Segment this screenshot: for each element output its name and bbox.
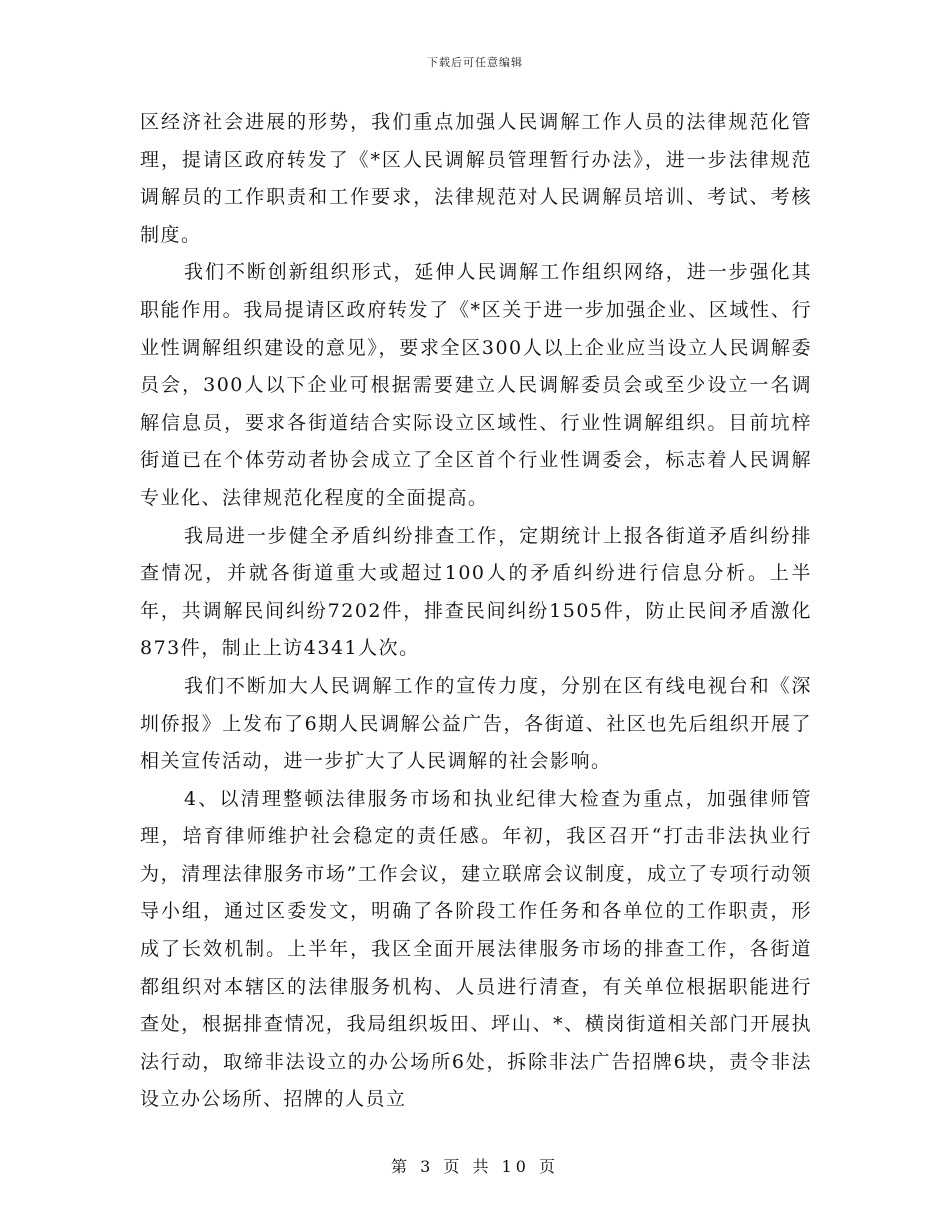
page-footer: 第 3 页 共 10 页 bbox=[391, 1157, 559, 1176]
document-body bbox=[140, 104, 812, 1119]
paragraph-organization: 我们不断创新组织形式，延伸人民调解工作组织网络，进一步强化其职能作用。我局提请区政府转发了《*区关于进一步加强企业、区域性、行业性调解组织建设的意见》，要求全区300人以上企业应当设立人民调解委员会，300人以下企业可根据需要建立人民调解委员会或至少设立一名调解信息员，要求各街道结合实际设立区域性、行业性调解组织。目前坑梓街道已在个体劳动者协会成立了全区首个行业性调委会，标志着人民调解专业化、法律规范化程度的全面提高。 bbox=[140, 261, 812, 509]
paragraph-continued: 区经济社会进展的形势，我们重点加强人民调解工作人员的法律规范化管理，提请区政府转发了《*区人民调解员管理暂行办法》，进一步法律规范调解员的工作职责和工作要求，法律规范对人民调解员培训、考试、考核制度。 bbox=[140, 111, 812, 246]
page-header: 下载后可任意编辑 bbox=[427, 56, 523, 69]
paragraph-publicity: 我们不断加大人民调解工作的宣传力度，分别在区有线电视台和《深圳侨报》上发布了6期人民调解公益广告，各街道、社区也先后组织开展了相关宣传活动，进一步扩大了人民调解的社会影响。 bbox=[140, 674, 812, 773]
paragraph-dispute-screening: 我局进一步健全矛盾纠纷排查工作，定期统计上报各街道矛盾纠纷排查情况，并就各街道重大或超过100人的矛盾纠纷进行信息分析。上半年，共调解民间纠纷7202件，排查民间纠纷1505件，防止民间矛盾激化873件，制止上访4341人次。 bbox=[140, 524, 812, 660]
paragraph-lawyer-management: 4、以清理整顿法律服务市场和执业纪律大检查为重点，加强律师管理，培育律师维护社会稳定的责任感。年初，我区召开“打击非法执业行为，清理法律服务市场”工作会议，建立联席会议制度，成立了专项行动领导小组，通过区委发文，明确了各阶段工作任务和各单位的工作职责，形成了长效机制。上半年，我区全面开展法律服务市场的排查工作，各街道都组织对本辖区的法律服务机构、人员进行清查，有关单位根据职能进行查处，根据排查情况，我局组织坂田、坪山、*、横岗街道相关部门开展执法行动，取缔非法设立的办公场所6处，拆除非法广告招牌6块，责令非法设立办公场所、招牌的人员立 bbox=[140, 787, 812, 1111]
